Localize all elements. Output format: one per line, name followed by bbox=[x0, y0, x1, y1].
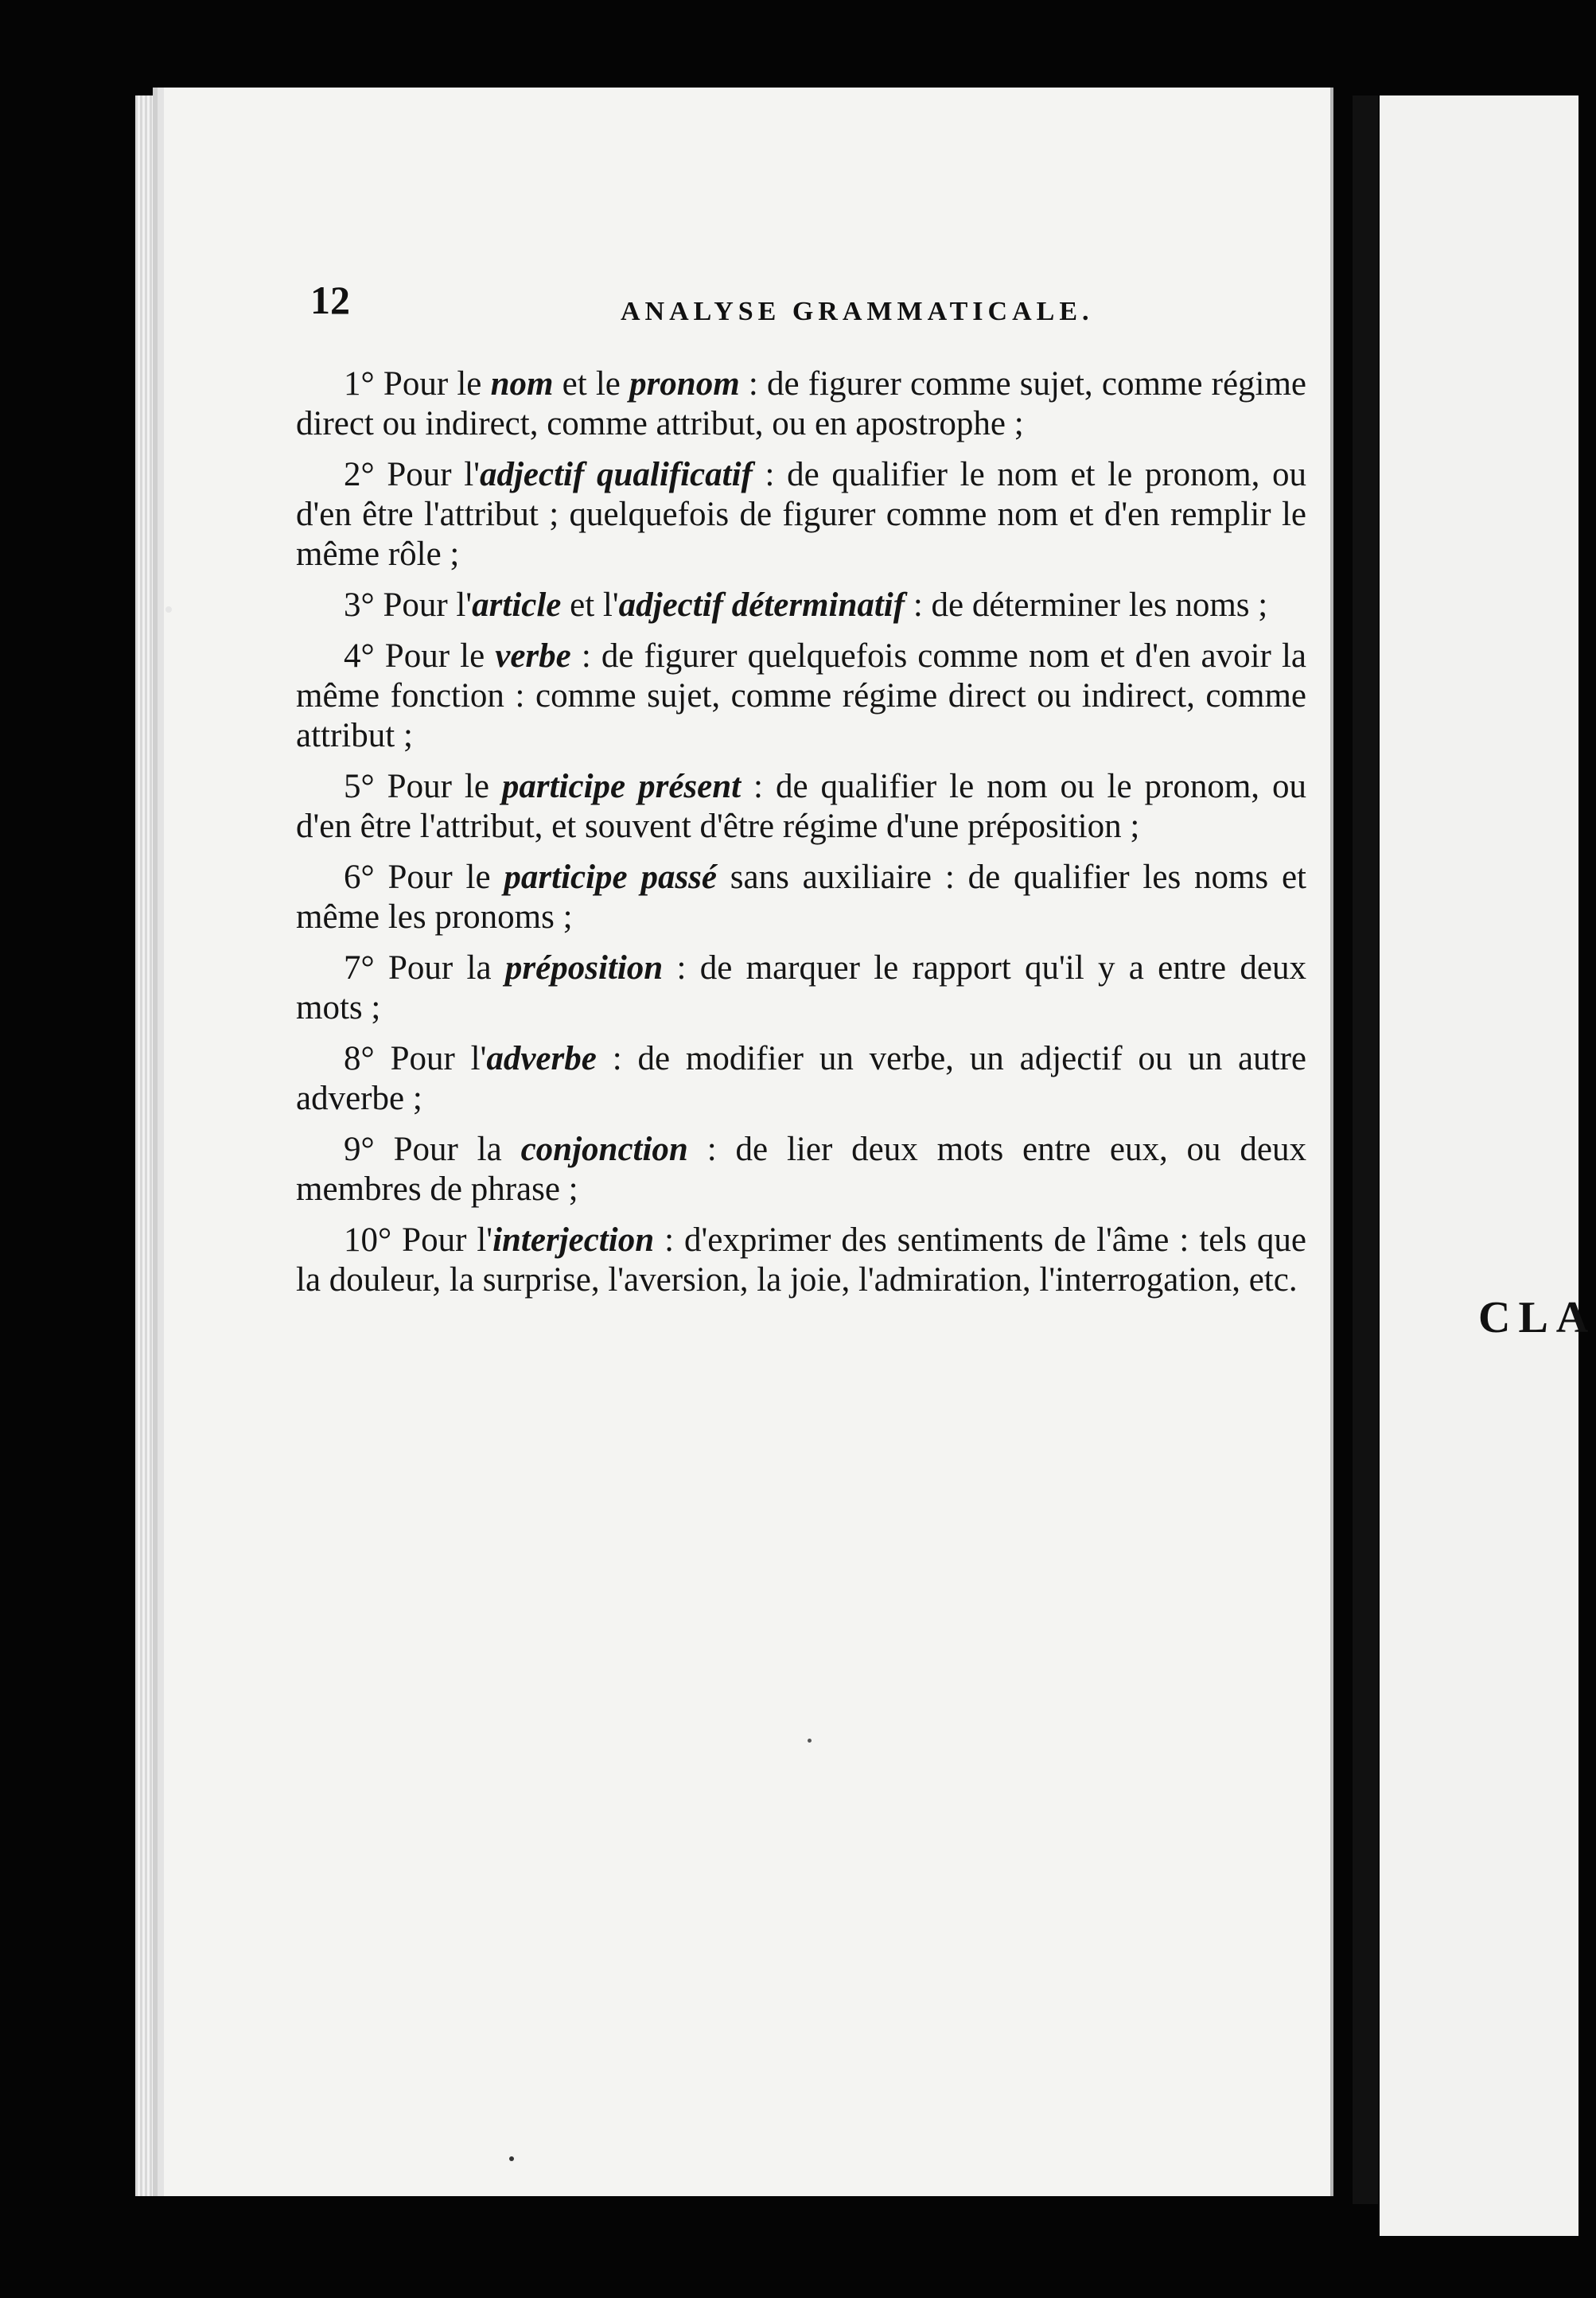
item-number: 6° bbox=[344, 859, 375, 896]
item-text: : de figurer comme sujet, comme régime direct ou indirect, comme attribut, ou en apostrophe ; bbox=[296, 365, 1307, 442]
term: article bbox=[472, 586, 562, 624]
item-text: : de qualifier le nom et le pronom, ou d'en être l'attribut ; quelquefois de figurer comme nom et d'en remplir le même rôle ; bbox=[296, 456, 1307, 573]
scan-speck bbox=[808, 1739, 812, 1743]
item-prefix: Pour l' bbox=[387, 456, 480, 493]
term: adjectif qualificatif bbox=[479, 456, 753, 493]
item-number: 7° bbox=[344, 949, 375, 987]
paragraph bbox=[296, 948, 1306, 1028]
item-text: : d'exprimer des sentiments de l'âme : tels que la douleur, la surprise, l'aversion, la joie, l'admiration, l'interrogation, etc. bbox=[296, 1221, 1307, 1299]
item-text: : de déterminer les noms ; bbox=[905, 586, 1268, 624]
term: conjonction bbox=[520, 1131, 688, 1168]
term: préposition bbox=[504, 949, 664, 987]
item-prefix: Pour la bbox=[388, 949, 505, 987]
facing-page-fragment: CLA bbox=[1478, 1293, 1596, 1342]
paragraph bbox=[296, 455, 1306, 574]
item-number: 2° bbox=[344, 456, 375, 493]
item-text: : de modifier un verbe, un adjectif ou un autre adverbe ; bbox=[296, 1040, 1306, 1117]
term: nom bbox=[490, 365, 554, 403]
term: adverbe bbox=[486, 1040, 597, 1077]
term: adjectif déterminatif bbox=[618, 586, 905, 624]
item-number: 4° bbox=[344, 637, 375, 675]
item-prefix: Pour l' bbox=[390, 1040, 487, 1077]
item-prefix: Pour la bbox=[393, 1131, 521, 1168]
item-prefix: Pour le bbox=[383, 365, 491, 403]
running-title: ANALYSE GRAMMATICALE. bbox=[621, 297, 1094, 326]
scan-speck bbox=[509, 2156, 514, 2161]
item-number: 3° bbox=[344, 586, 375, 624]
paragraph bbox=[296, 364, 1306, 444]
term: pronom bbox=[629, 365, 740, 403]
item-prefix: Pour le bbox=[387, 859, 504, 896]
item-number: 1° bbox=[344, 365, 375, 403]
item-number: 9° bbox=[344, 1131, 375, 1168]
item-text: : de lier deux mots entre eux, ou deux membres de phrase ; bbox=[296, 1131, 1307, 1208]
item-prefix: Pour l' bbox=[402, 1221, 493, 1259]
item-number: 8° bbox=[344, 1040, 375, 1077]
item-text: : de qualifier le nom ou le pronom, ou d'en être l'attribut, et souvent d'être régime d'une préposition ; bbox=[296, 768, 1306, 845]
paragraph bbox=[296, 586, 1306, 625]
term: participe passé bbox=[504, 859, 717, 896]
paragraph bbox=[296, 767, 1306, 847]
item-text: sans auxiliaire : de qualifier les noms et même les pronoms ; bbox=[296, 859, 1306, 936]
term: verbe bbox=[495, 637, 571, 675]
paragraph bbox=[296, 1039, 1306, 1119]
item-number: 5° bbox=[344, 768, 375, 805]
paragraph bbox=[296, 1130, 1306, 1209]
item-number: 10° bbox=[344, 1221, 392, 1259]
term: participe présent bbox=[501, 768, 742, 805]
item-prefix: Pour l' bbox=[383, 586, 473, 624]
item-text: : de marquer le rapport qu'il y a entre deux mots ; bbox=[296, 949, 1306, 1026]
item-mid: et le bbox=[553, 365, 630, 403]
paragraph bbox=[296, 637, 1306, 756]
item-mid: et l' bbox=[561, 586, 619, 624]
term: interjection bbox=[492, 1221, 655, 1259]
paragraph bbox=[296, 858, 1306, 937]
body-text bbox=[296, 364, 1306, 1311]
page-edge bbox=[135, 95, 153, 2196]
paragraph bbox=[296, 1221, 1306, 1300]
facing-page bbox=[1380, 95, 1596, 2236]
page-number: 12 bbox=[310, 278, 350, 322]
item-prefix: Pour le bbox=[384, 637, 496, 675]
item-text: : de figurer quelquefois comme nom et d'en avoir la même fonction : comme sujet, comme régime direct ou indirect, comme attribut ; bbox=[296, 637, 1306, 754]
item-prefix: Pour le bbox=[387, 768, 502, 805]
book-gutter bbox=[1353, 95, 1378, 2204]
scan-speck bbox=[165, 606, 172, 613]
